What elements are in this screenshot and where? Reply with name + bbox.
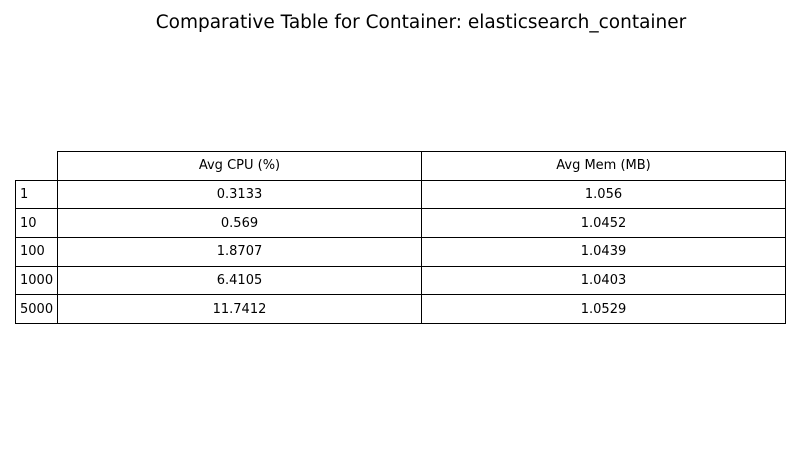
table-row [16,180,786,209]
chart-title: Comparative Table for Container: elasticsearch_container [155,12,687,33]
table-cell-avg-cpu: 11.7412 [58,295,422,324]
table-row [16,295,786,324]
table-row [16,266,786,295]
column-header-avg-cpu: Avg CPU (%) [58,152,422,181]
row-label: 10 [16,209,58,238]
table-cell-avg-cpu: 0.3133 [58,180,422,209]
table-header-row [16,152,786,181]
table-corner [16,152,58,181]
table-row [16,209,786,238]
table-cell-avg-mem: 1.056 [422,180,786,209]
row-label: 1 [16,180,58,209]
table-cell-avg-cpu: 0.569 [58,209,422,238]
row-label: 1000 [16,266,58,295]
table-cell-avg-cpu: 6.4105 [58,266,422,295]
table-cell-avg-mem: 1.0403 [422,266,786,295]
row-label: 5000 [16,295,58,324]
table-cell-avg-mem: 1.0439 [422,238,786,267]
table-cell-avg-mem: 1.0452 [422,209,786,238]
table-cell-avg-mem: 1.0529 [422,295,786,324]
comparison-table [15,151,786,324]
table-cell-avg-cpu: 1.8707 [58,238,422,267]
column-header-avg-mem: Avg Mem (MB) [422,152,786,181]
row-label: 100 [16,238,58,267]
table-row [16,238,786,267]
